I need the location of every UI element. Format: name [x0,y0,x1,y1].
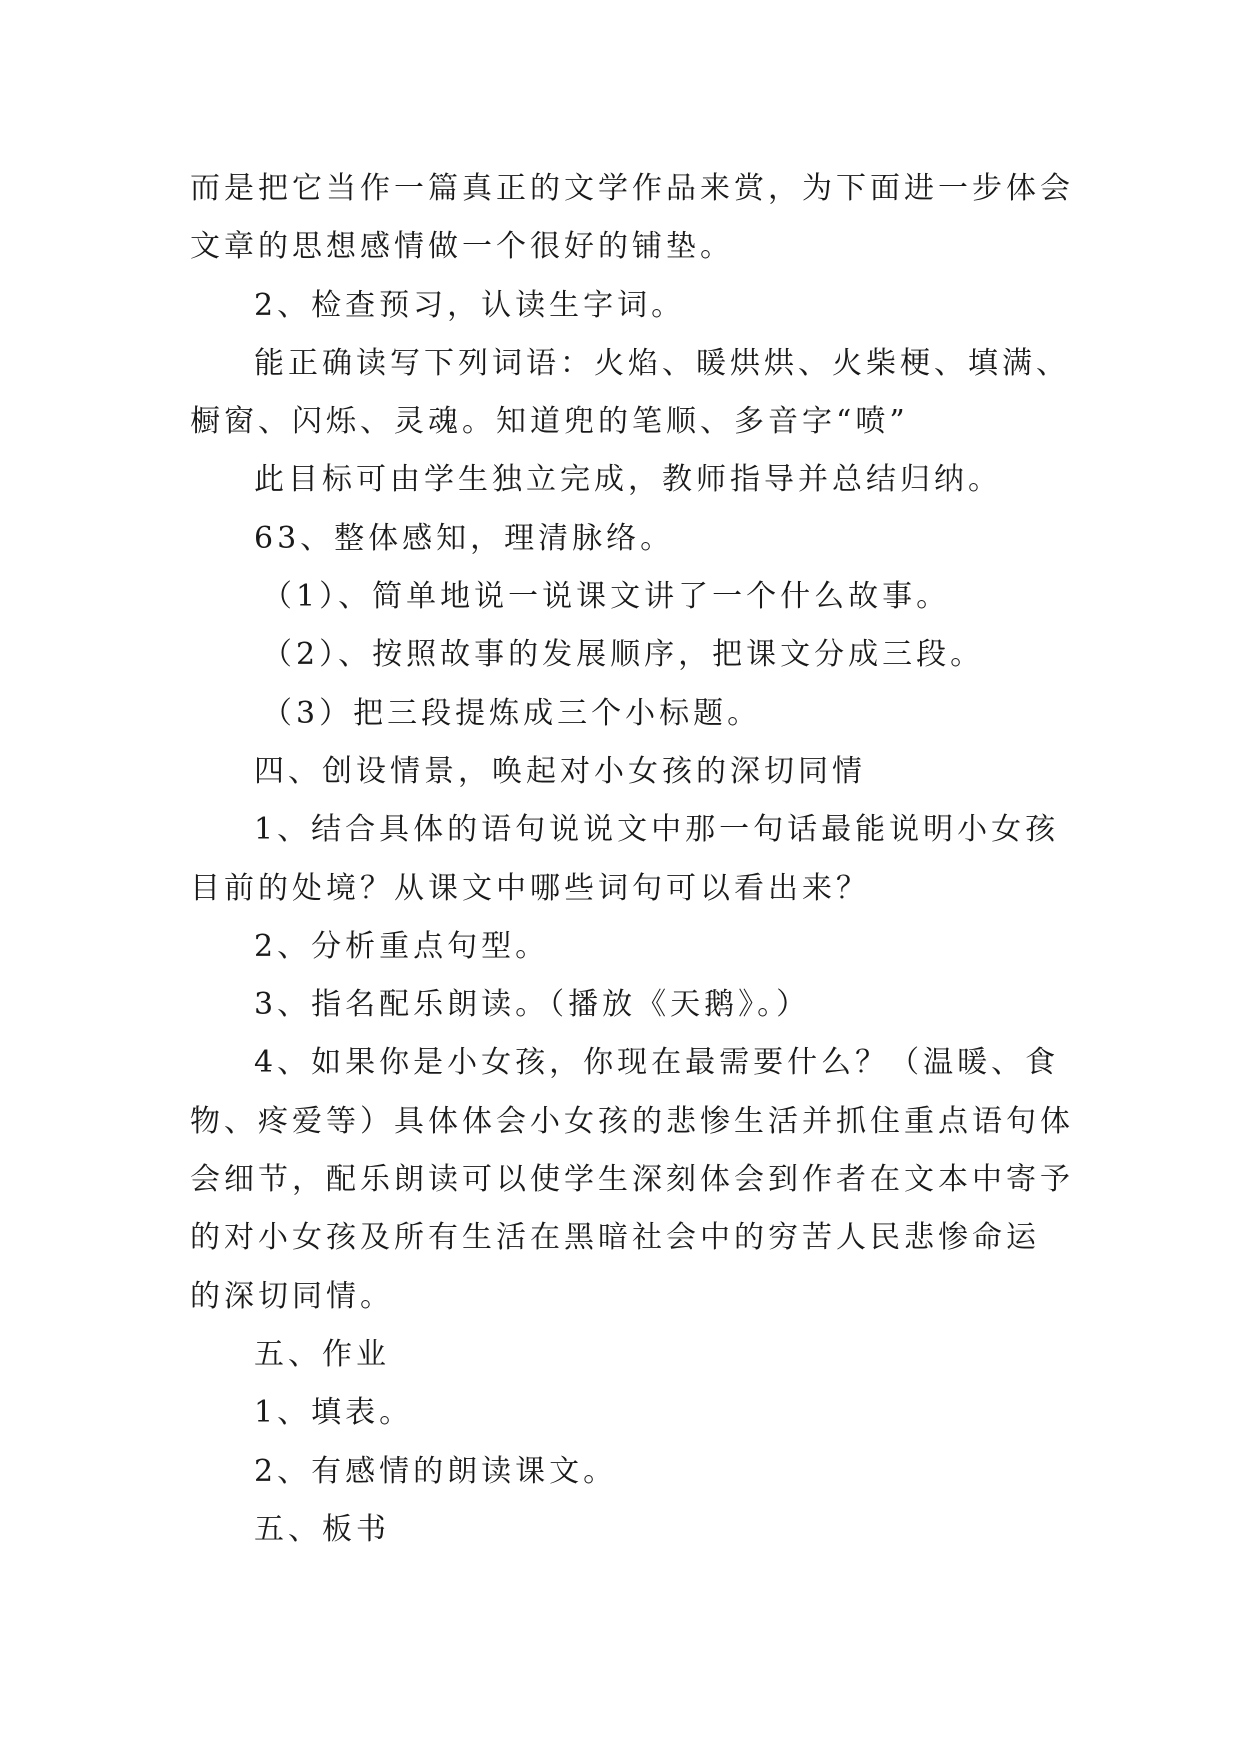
text-line: 2、检查预习，认读生字词。 [254,287,686,323]
text-line: 63、整体感知，理清脉络。 [254,520,675,556]
text-line: 1、填表。 [254,1395,414,1431]
text-line: （3）把三段提炼成三个小标题。 [262,695,762,731]
text-line: 文章的思想感情做一个很好的铺垫。 [190,229,734,265]
text-line: 的对小女孩及所有生活在黑暗社会中的穷苦人民悲惨命运 [190,1220,1040,1256]
text-line: 4、如果你是小女孩，你现在最需要什么？（温暖、食 [254,1045,1060,1081]
text-line: 五、板书 [254,1511,390,1547]
text-line: 1、结合具体的语句说说文中那一句话最能说明小女孩 [254,812,1060,848]
text-line: 3、指名配乐朗读。（播放《天鹅》。） [254,987,811,1023]
document-body [190,160,1074,1559]
text-line: 橱窗、闪烁、灵魂。知道兜的笔顺、多音字“喷” [190,404,909,440]
text-line: 此目标可由学生独立完成，教师指导并总结归纳。 [254,462,1002,498]
text-line: 的深切同情。 [190,1278,394,1314]
text-line: 物、疼爱等）具体体会小女孩的悲惨生活并抓住重点语句体 [190,1103,1074,1139]
text-line: 五、作业 [254,1336,390,1372]
text-line: （1）、简单地说一说课文讲了一个什么故事。 [262,579,951,615]
text-line: 而是把它当作一篇真正的文学作品来赏，为下面进一步体会 [190,171,1074,206]
text-line: 能正确读写下列词语：火焰、暖烘烘、火柴梗、填满、 [254,345,1070,381]
text-line: 2、有感情的朗读课文。 [254,1453,618,1489]
text-line: 2、分析重点句型。 [254,928,550,964]
text-line: 四、创设情景，唤起对小女孩的深切同情 [254,753,866,789]
text-line: 会细节，配乐朗读可以使学生深刻体会到作者在文本中寄予 [190,1162,1074,1198]
text-line: 目前的处境？从课文中哪些词句可以看出来？ [190,870,870,906]
text-line: （2）、按照故事的发展顺序，把课文分成三段。 [262,637,985,673]
